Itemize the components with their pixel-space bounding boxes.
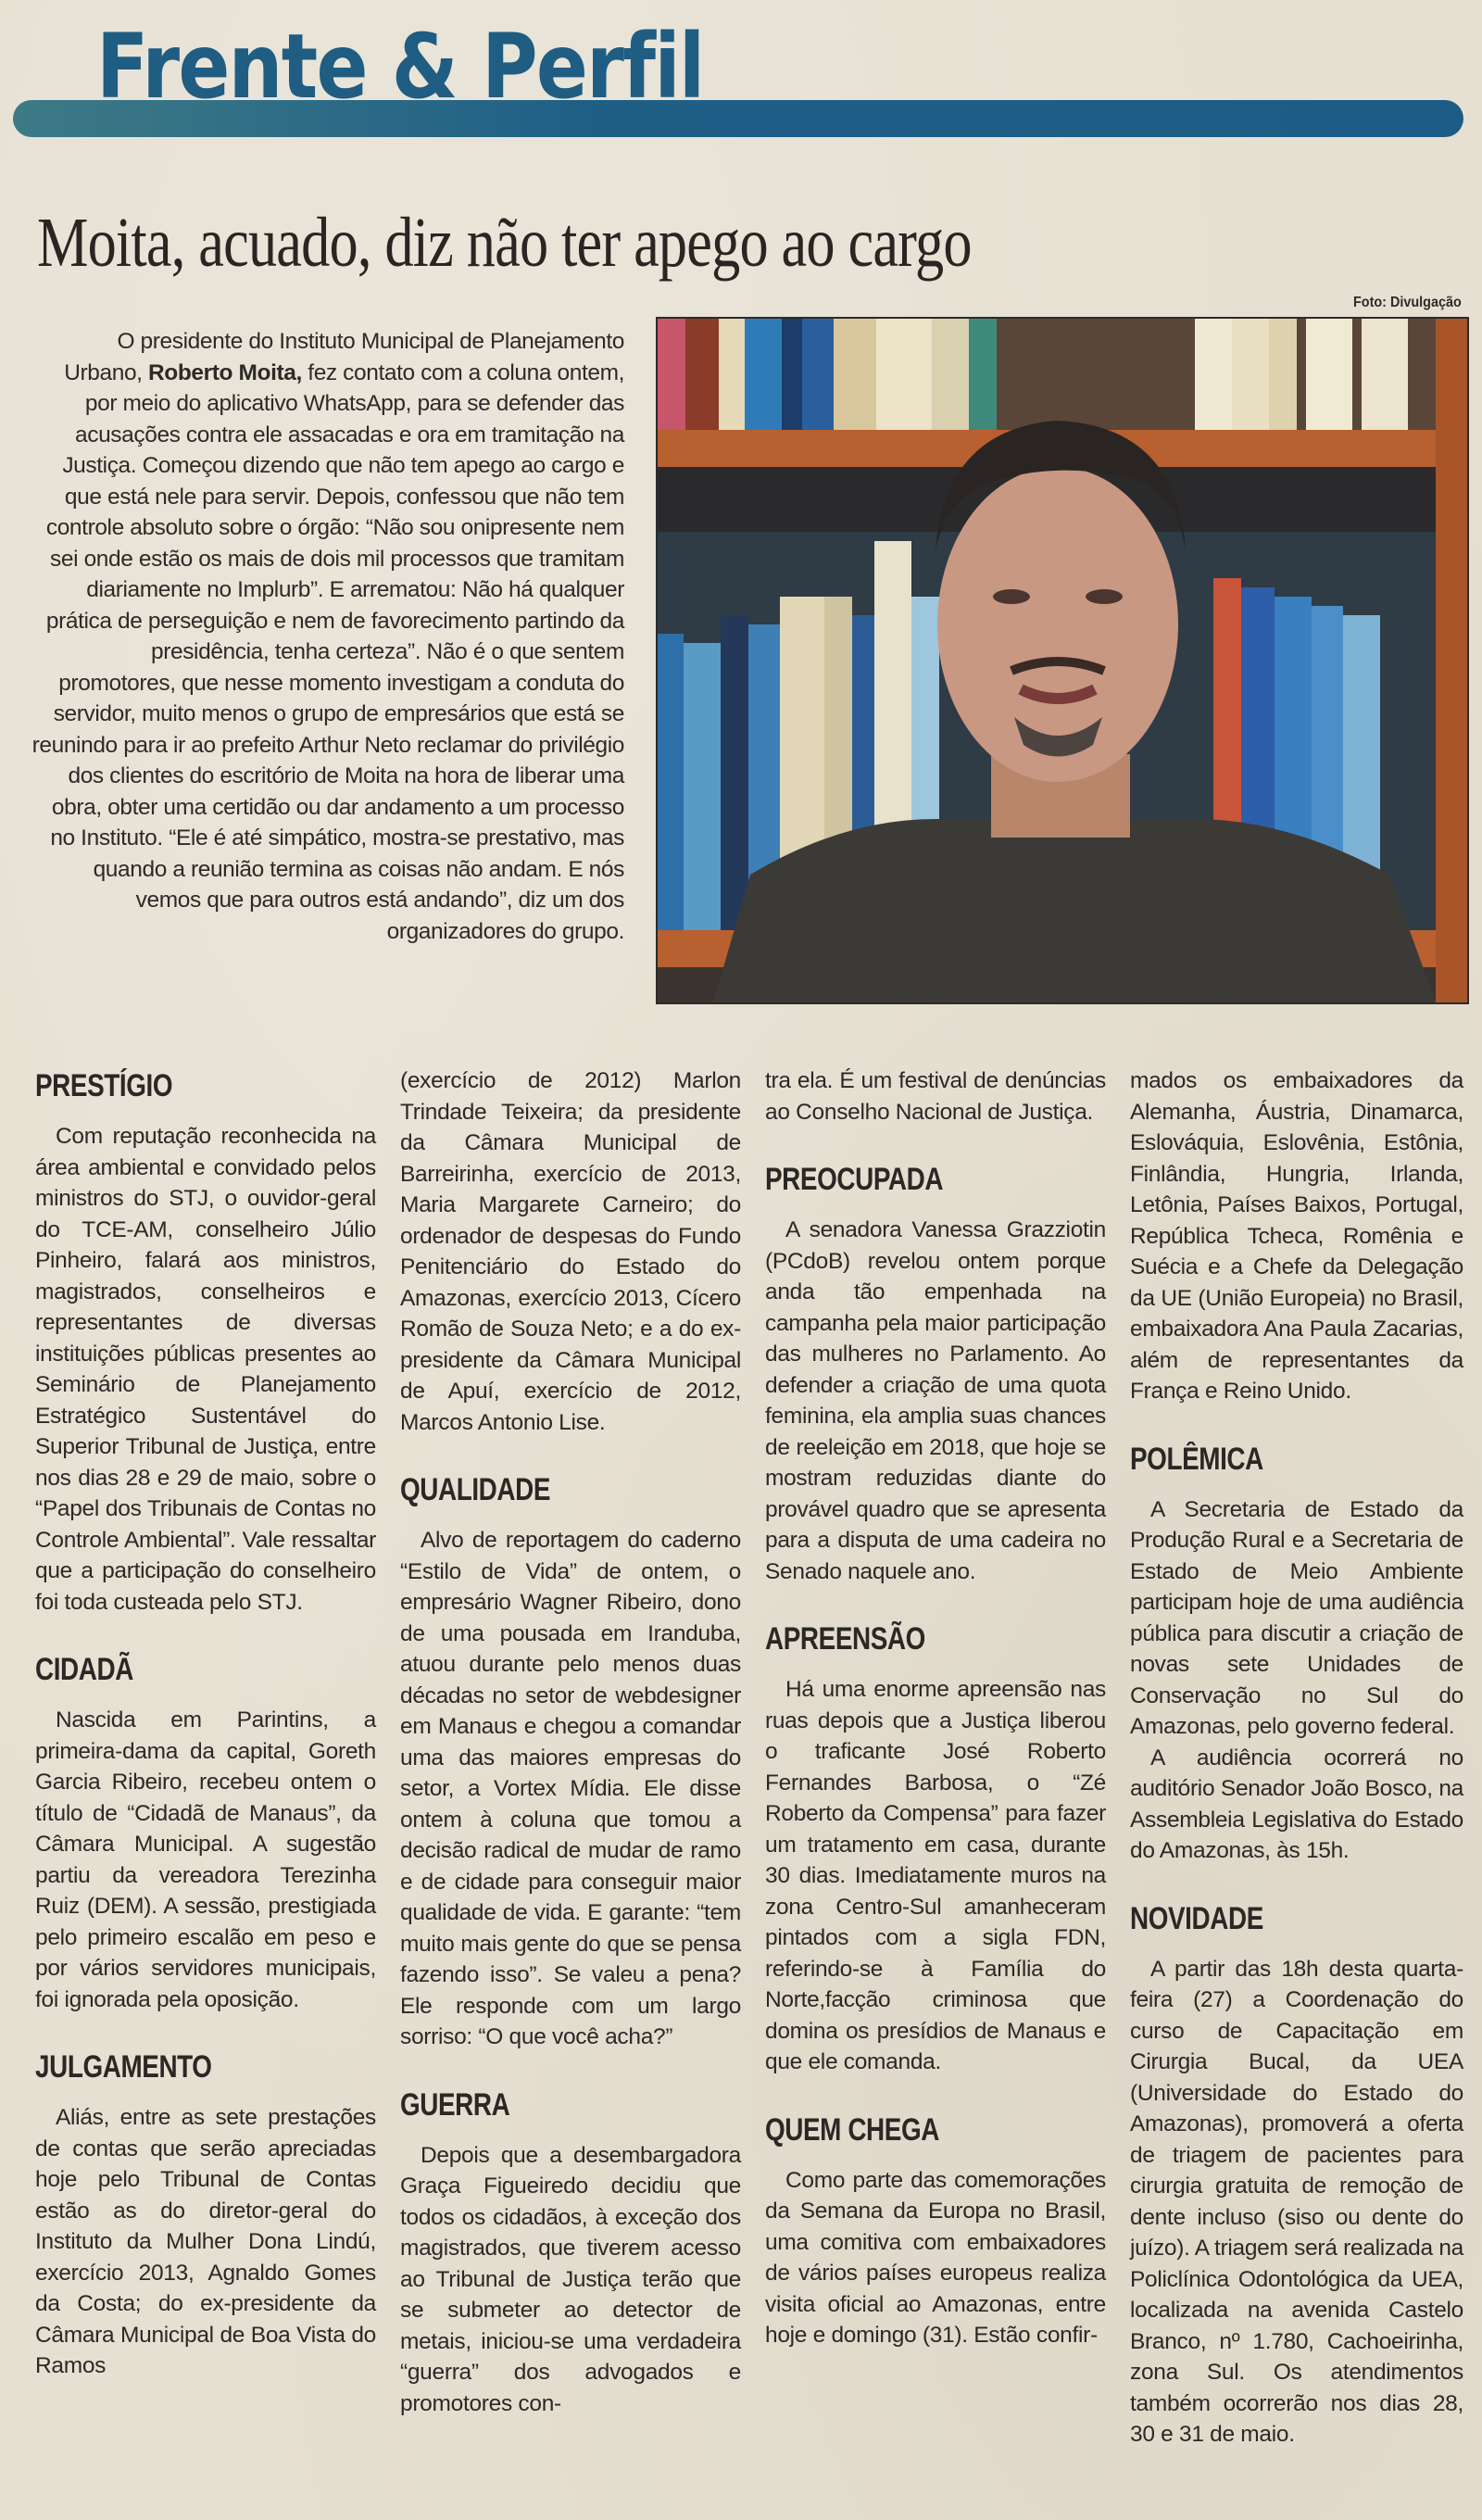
portrait-illustration: [658, 319, 1467, 1002]
column-4: [1130, 1065, 1463, 2451]
note-text-preocupada: A senadora Vanessa Grazziotin (PCdoB) revelou ontem porque anda tão empenhada na campanha pela maior participação das mulheres no Parlamento. Ao defender a criação de uma quota feminina, ela amplia suas chances de reeleição em 2018, que hoje se mostram reduzidas diante do provável quadro que se apresenta para a disputa de uma cadeira no Senado naquele ano.: [765, 1217, 1106, 1584]
note-title-preocupada: PREOCUPADA: [765, 1162, 944, 1197]
note-text-prestigio: Com reputação reconhecida na área ambiental e convidado pelos ministros do STJ, o ouvidor-geral do TCE-AM, conselheiro Júlio Pinheiro, falará aos ministros, magistrados, conselheiros e representantes de diversas instituições públicas presentes ao Seminário de Planejamento Estratégico Sustentável do Superior Tribunal de Justiça, entre nos dias 28 e 29 de maio, sobre o “Papel dos Tribunais de Contas no Controle Ambiental”. Vale ressaltar que a participação do conselheiro foi toda custeada pelo STJ.: [35, 1124, 376, 1615]
note-title-julgamento: JULGAMENTO: [35, 2049, 212, 2085]
note-text-cidada: Nascida em Parintins, a primeira-dama da capital, Goreth Garcia Ribeiro, recebeu ontem o título de “Cidadã de Manaus”, da Câmara Municipal. A sugestão partiu da vereadora Terezinha Ruiz (DEM). A sessão, prestigiada pelo primeiro escalão em peso e por vários servidores municipais, foi ignorada pela oposição.: [35, 1707, 376, 2012]
note-title-apreensao: APREENSÃO: [765, 1621, 925, 1657]
note-text-novidade: A partir das 18h desta quarta-feira (27) a Coordenação do curso de Capacitação em Cirurgia Bucal, da UEA (Universidade do Estado do Amazonas), promoverá a oferta de triagem de pacientes para cirurgia gratuita de remoção de dente incluso (siso ou dente do juízo). A triagem será realizada na Policlínica Odontológica da UEA, localizada na avenida Castelo Branco, nº 1.780, Cachoeirinha, zona Sul. Os atendimentos também ocorrerão nos dias 28, 30 e 31 de maio.: [1130, 1956, 1463, 2447]
column-2: [400, 1065, 741, 2419]
note-text-guerra: Depois que a desembargadora Graça Figueiredo decidiu que todos os cidadãos, à exceção dos magistrados, que tiverem acesso ao Tribunal de Justiça terão que se submeter ao detector de metais, iniciou-se uma verdadeira “guerra” dos advogados e promotores con-: [400, 2142, 741, 2416]
note-title-prestigio: PRESTÍGIO: [35, 1068, 173, 1103]
column-3: [765, 1065, 1106, 2351]
note-text-quem-chega: Como parte das comemorações da Semana da Europa no Brasil, uma comitiva com embaixadores de vários países europeus realiza visita oficial ao Amazonas, entre hoje e domingo (31). Estão confir-: [765, 2167, 1106, 2348]
note-title-novidade: NOVIDADE: [1130, 1900, 1263, 1936]
note-text-julgamento-continued: (exercício de 2012) Marlon Trindade Teixeira; da presidente da Câmara Municipal de Barreirinha, exercício de 2013, Maria Margarete Carneiro; do ordenador de despesas do Fundo Penitenciário do Estado do Amazonas, exercício 2013, Cícero Romão de Souza Neto; e a do ex-presidente da Câmara Municipal de Apuí, exercício de 2012, Marcos Antonio Lise.: [400, 1068, 741, 1435]
note-text-apreensao: Há uma enorme apreensão nas ruas depois que a Justiça liberou o traficante José Roberto Fernandes Barbosa, o “Zé Roberto da Compensa” para fazer um tratamento em casa, durante 30 dias. Imediatamente muros na zona Centro-Sul amanheceram pintados com a sigla FDN, referindo-se à Família do Norte,facção criminosa que domina os presídios de Manaus e que ele comanda.: [765, 1677, 1106, 2074]
photo-credit: Foto: Divulgação: [1353, 295, 1462, 310]
column-1: [35, 1065, 376, 2382]
note-title-cidada: CIDADÃ: [35, 1652, 133, 1687]
section-title: Frente & Perfil: [96, 15, 704, 119]
note-text-julgamento: Aliás, entre as sete prestações de contas que serão apreciadas hoje pelo Tribunal de Contas estão as do diretor-geral do Instituto da Mulher Dona Lindú, exercício 2013, Agnaldo Gomes da Costa; do ex-presidente da Câmara Municipal de Boa Vista do Ramos: [35, 2105, 376, 2378]
article-headline: Moita, acuado, diz não ter apego ao cargo: [37, 204, 972, 282]
note-title-quem-chega: QUEM CHEGA: [765, 2111, 939, 2148]
note-title-guerra: GUERRA: [400, 2086, 510, 2123]
lead-text-rest: fez contato com a coluna ontem, por meio do aplicativo WhatsApp, para se defender das acusações contra ele assacadas e ora em tramitação na Justiça. Começou dizendo que não tem apego ao cargo e que está nele para servir. Depois, confessou que não tem controle absoluto sobre o órgão: “Não sou onipresente nem sei onde estão os mais de dois mil processos que tramitam diariamente no Implurb”. E arrematou: Não há qualquer prática de perseguição e nem de favorecimento partindo da presidência, tenha certeza”. Não é o que sentem promotores, que nesse momento investigam a conduta do servidor, muito menos o grupo de empresários que está se reunindo para ir ao prefeito Arthur Neto reclamar do privilégio dos clientes do escritório de Moita na hora de liberar uma obra, obter uma certidão ou dar andamento a um processo no Instituto. “Ele é até simpático, mostra-se prestativo, mas quando a reunião termina as coisas não andam. E nós vemos que para outros está andando”, diz um dos organizadores do grupo.: [31, 359, 624, 944]
note-text-qualidade: Alvo de reportagem do caderno “Estilo de Vida” de ontem, o empresário Wagner Ribeiro, dono de uma pousada em Iranduba, atuou durante pelo menos duas décadas no setor de webdesigner em Manaus e chegou a comandar uma das maiores empresas do setor, a Vortex Mídia. Ele disse ontem à coluna que tomou a decisão radical de mudar de ramo e de cidade para conseguir maior qualidade de vida. E garante: “tem muito mais gente do que se pensa fazendo isso”. Se valeu a pena? Ele responde com um largo sorriso: “O que você acha?”: [400, 1528, 741, 2049]
note-text-guerra-continued: tra ela. É um festival de denúncias ao Conselho Nacional de Justiça.: [765, 1068, 1106, 1125]
lead-paragraph: [31, 326, 624, 947]
note-text-polemica-2: A audiência ocorrerá no auditório Senador João Bosco, na Assembleia Legislativa do Estado do Amazonas, às 15h.: [1130, 1745, 1463, 1863]
note-text-quem-chega-continued: mados os embaixadores da Alemanha, Áustria, Dinamarca, Eslováquia, Eslovênia, Estônia, Finlândia, Hungria, Irlanda, Letônia, Países Baixos, Portugal, República Tcheca, Romênia e Suécia e a Chefe da Delegação da UE (União Europeia) no Brasil, embaixadora Ana Paula Zacarias, além de representantes da França e Reino Unido.: [1130, 1068, 1463, 1404]
note-text-polemica: A Secretaria de Estado da Produção Rural e a Secretaria de Estado de Meio Ambiente participam hoje de uma audiência pública para discutir a criação de novas sete Unidades de Conservação no Sul do Amazonas, pelo governo federal.: [1130, 1496, 1463, 1739]
portrait-photo-icon: [656, 317, 1469, 1004]
note-title-polemica: POLÊMICA: [1130, 1441, 1263, 1477]
lead-text-start: O presidente do Instituto Municipal de Planejamento Urbano,: [64, 329, 624, 385]
lead-person-name: Roberto Moita,: [148, 359, 302, 385]
note-title-qualidade: QUALIDADE: [400, 1472, 551, 1507]
